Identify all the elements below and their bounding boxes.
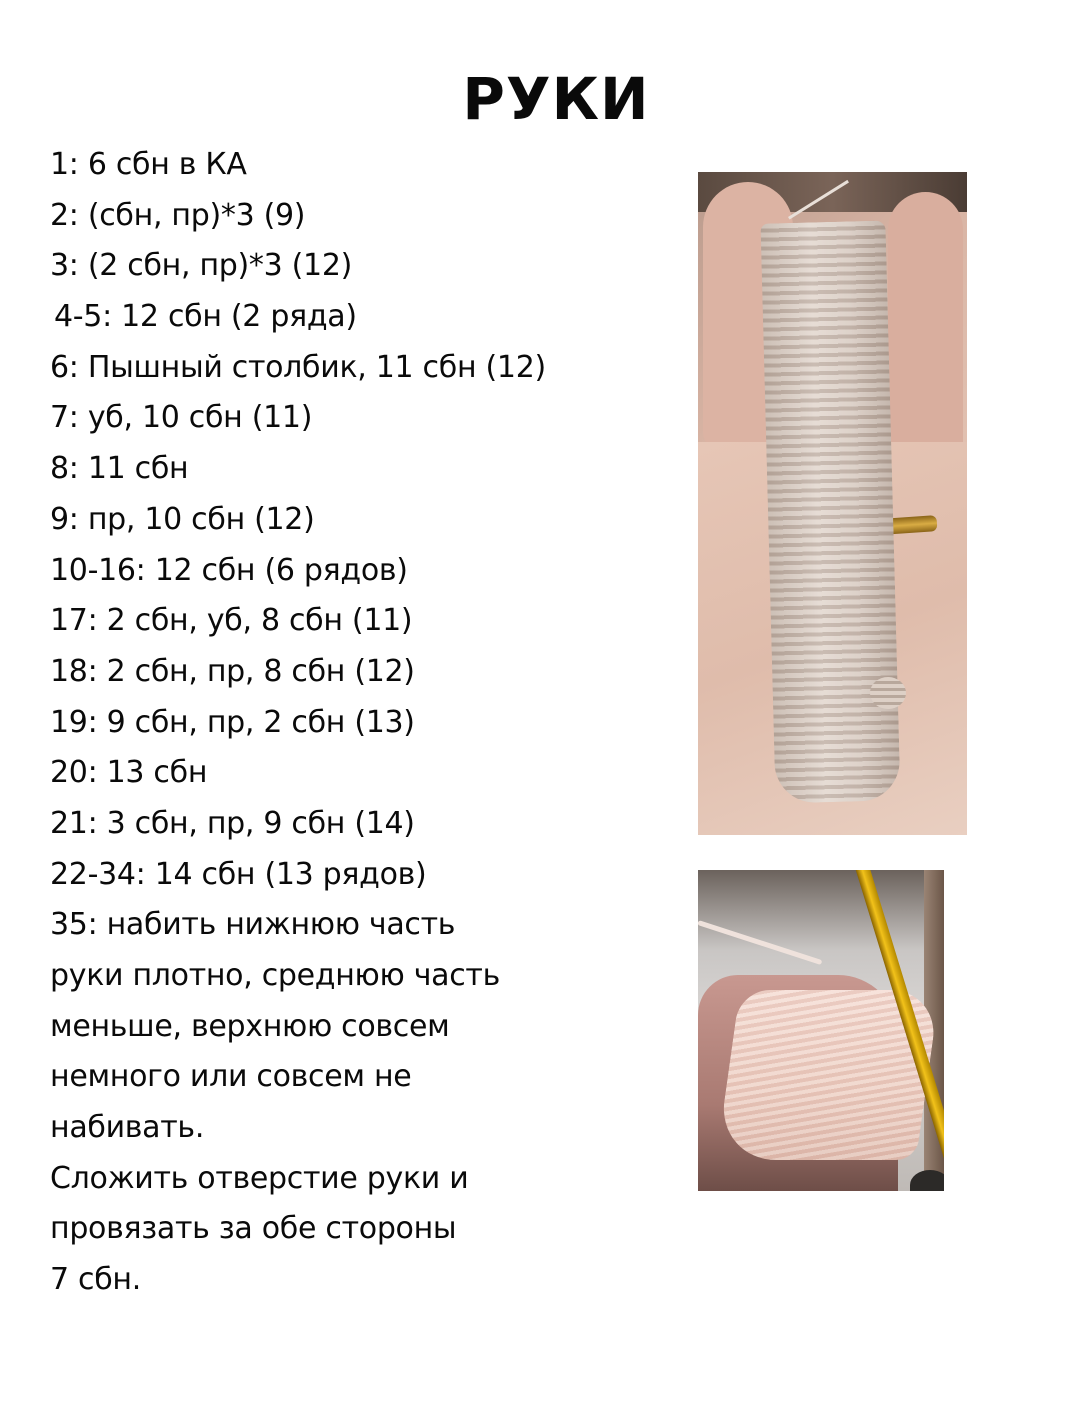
pattern-line: провязать за обе стороны (50, 1211, 457, 1247)
yarn-strand (698, 920, 822, 965)
pattern-line: меньше, верхнюю совсем (50, 1008, 450, 1044)
pattern-line: 19: 9 сбн, пр, 2 сбн (13) (50, 704, 415, 740)
pattern-line: 8: 11 сбн (50, 451, 189, 487)
pattern-line: 9: пр, 10 сбн (12) (50, 501, 315, 537)
hook-handle (910, 1170, 944, 1191)
pattern-line: немного или совсем не (50, 1059, 412, 1095)
pattern-line: 7 сбн. (50, 1262, 141, 1298)
pattern-line: 6: Пышный столбик, 11 сбн (12) (50, 349, 546, 385)
pattern-line: 20: 13 сбн (50, 755, 208, 791)
pattern-line: 21: 3 сбн, пр, 9 сбн (14) (50, 805, 415, 841)
pattern-line: 7: уб, 10 сбн (11) (50, 400, 313, 436)
pattern-line: 1: 6 сбн в КА (50, 147, 247, 182)
arm-photo (698, 172, 967, 835)
pattern-line: Сложить отверстие руки и (50, 1160, 469, 1196)
crochet-thumb-bobble (870, 677, 906, 709)
pattern-line: набивать. (50, 1110, 205, 1146)
pattern-instructions (50, 140, 670, 1306)
pattern-line: 2: (сбн, пр)*3 (9) (50, 197, 306, 233)
pattern-line: 4-5: 12 сбн (2 ряда) (54, 299, 357, 335)
pattern-line: 10-16: 12 сбн (6 рядов) (50, 552, 408, 588)
pattern-line: 35: набить нижнюю часть (50, 907, 456, 943)
page-title: РУКИ (462, 65, 650, 133)
pattern-line: руки плотно, среднюю часть (50, 958, 500, 993)
pattern-line: 18: 2 сбн, пр, 8 сбн (12) (50, 653, 415, 689)
pattern-line: 17: 2 сбн, уб, 8 сбн (11) (50, 603, 413, 639)
crochet-arm-piece (760, 220, 900, 803)
hook-photo (698, 870, 944, 1191)
pattern-line: 3: (2 сбн, пр)*3 (12) (50, 248, 353, 284)
pattern-line: 22-34: 14 сбн (13 рядов) (50, 856, 427, 892)
